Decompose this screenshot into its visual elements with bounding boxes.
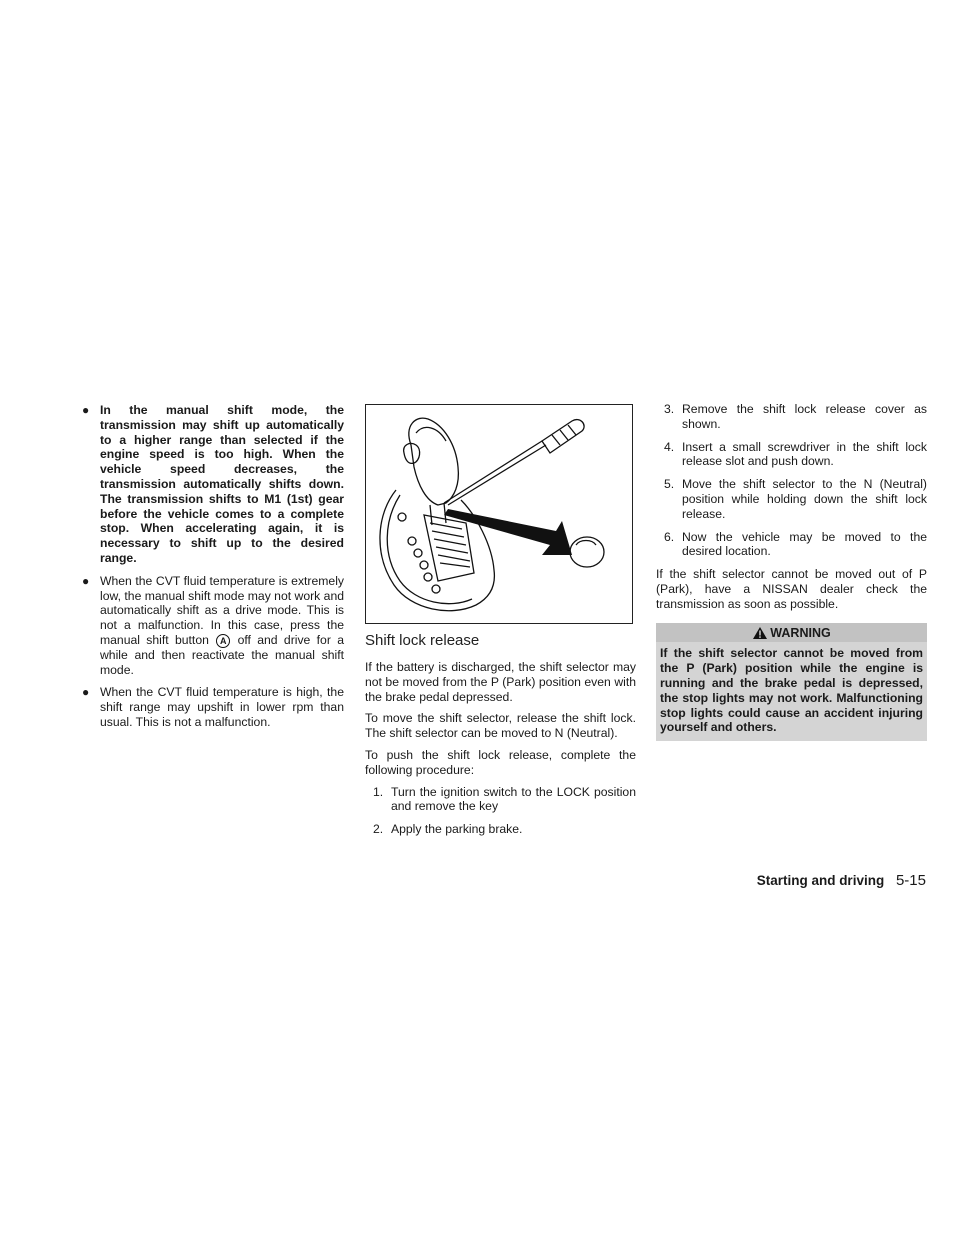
procedure-list <box>365 785 636 837</box>
paragraph: To move the shift selector, release the shift lock. The shift selector can be moved to N (Neutral). <box>365 711 636 741</box>
paragraph: If the shift selector cannot be moved out of P (Park), have a NISSAN dealer check the transmission as soon as possible. <box>656 567 927 611</box>
left-column <box>80 403 344 738</box>
section-name: Starting and driving <box>756 873 885 888</box>
bullet-text: When the CVT fluid temperature is high, the shift range may upshift in lower rpm than usual. This is not a malfunction. <box>100 685 344 729</box>
list-item <box>656 402 927 432</box>
step-text: Now the vehicle may be moved to the desired location. <box>682 529 927 559</box>
bullet-text-after: off and drive for a while and then reactivate the manual shift mode. <box>100 632 345 677</box>
procedure-list-continued <box>656 402 927 559</box>
warning-title <box>656 623 927 643</box>
warning-triangle-icon <box>752 626 768 640</box>
paragraph: If the battery is discharged, the shift selector may not be moved from the P (Park) position even with the brake pedal depressed. <box>365 660 636 704</box>
bullet-manual-upshift <box>80 403 344 566</box>
step-text: Turn the ignition switch to the LOCK position and remove the key <box>391 784 636 814</box>
bullet-dot: ● <box>82 573 90 588</box>
step-text: Insert a small screwdriver in the shift lock release slot and push down. <box>682 439 927 469</box>
warning-body: If the shift selector cannot be moved from the P (Park) position while the engine is running and the brake pedal is depressed, the stop lights may not work. Malfunctioning stop lights could cause an accident injuring yourself and others. <box>660 646 923 735</box>
list-item <box>656 530 927 560</box>
bullet-low-temperature <box>80 574 344 678</box>
step-number: 5. <box>664 477 675 492</box>
list-item <box>656 477 927 521</box>
bullet-dot: ● <box>82 685 90 700</box>
shift-lock-release-illustration <box>365 404 633 624</box>
step-text: Move the shift selector to the N (Neutral) position while holding down the shift lock release. <box>682 477 927 521</box>
warning-box <box>656 623 927 742</box>
warning-title-text: WARNING <box>770 625 831 640</box>
page-footer <box>757 872 926 889</box>
page-number: 5-15 <box>895 872 926 889</box>
list-item <box>365 785 636 815</box>
step-number: 2. <box>373 822 384 837</box>
step-number: 3. <box>664 402 675 416</box>
paragraph: To push the shift lock release, complete the following procedure: <box>365 747 636 777</box>
step-number: 1. <box>373 784 384 799</box>
bullet-high-temperature <box>80 685 344 729</box>
right-column <box>656 402 927 741</box>
list-item <box>656 440 927 470</box>
step-number: 6. <box>664 529 675 544</box>
step-text: Remove the shift lock release cover as shown. <box>682 402 927 431</box>
step-number: 4. <box>664 439 675 454</box>
bullet-text-before: When the CVT fluid temperature is extremely low, the manual shift mode may not work and automatically shift as a drive mode. This is not a malfunction. In this case, press the manual shift button <box>100 573 344 647</box>
section-heading: Shift lock release <box>365 632 480 649</box>
list-item <box>365 822 636 837</box>
step-text: Apply the parking brake. <box>391 822 523 837</box>
bullet-dot: ● <box>82 403 90 417</box>
manual-shift-button-marker: A <box>216 634 230 648</box>
bullet-text: In the manual shift mode, the transmission may shift up automatically to a higher range than selected if the engine speed is too high. When the vehicle speed decreases, the transmission automatically shifts down. The transmission shifts to M1 (1st) gear before the vehicle comes to a complete stop. When accelerating again, it is necessary to shift up to the desired range. <box>100 403 344 565</box>
shift-selector-drawing <box>366 405 633 624</box>
middle-column <box>365 404 636 845</box>
